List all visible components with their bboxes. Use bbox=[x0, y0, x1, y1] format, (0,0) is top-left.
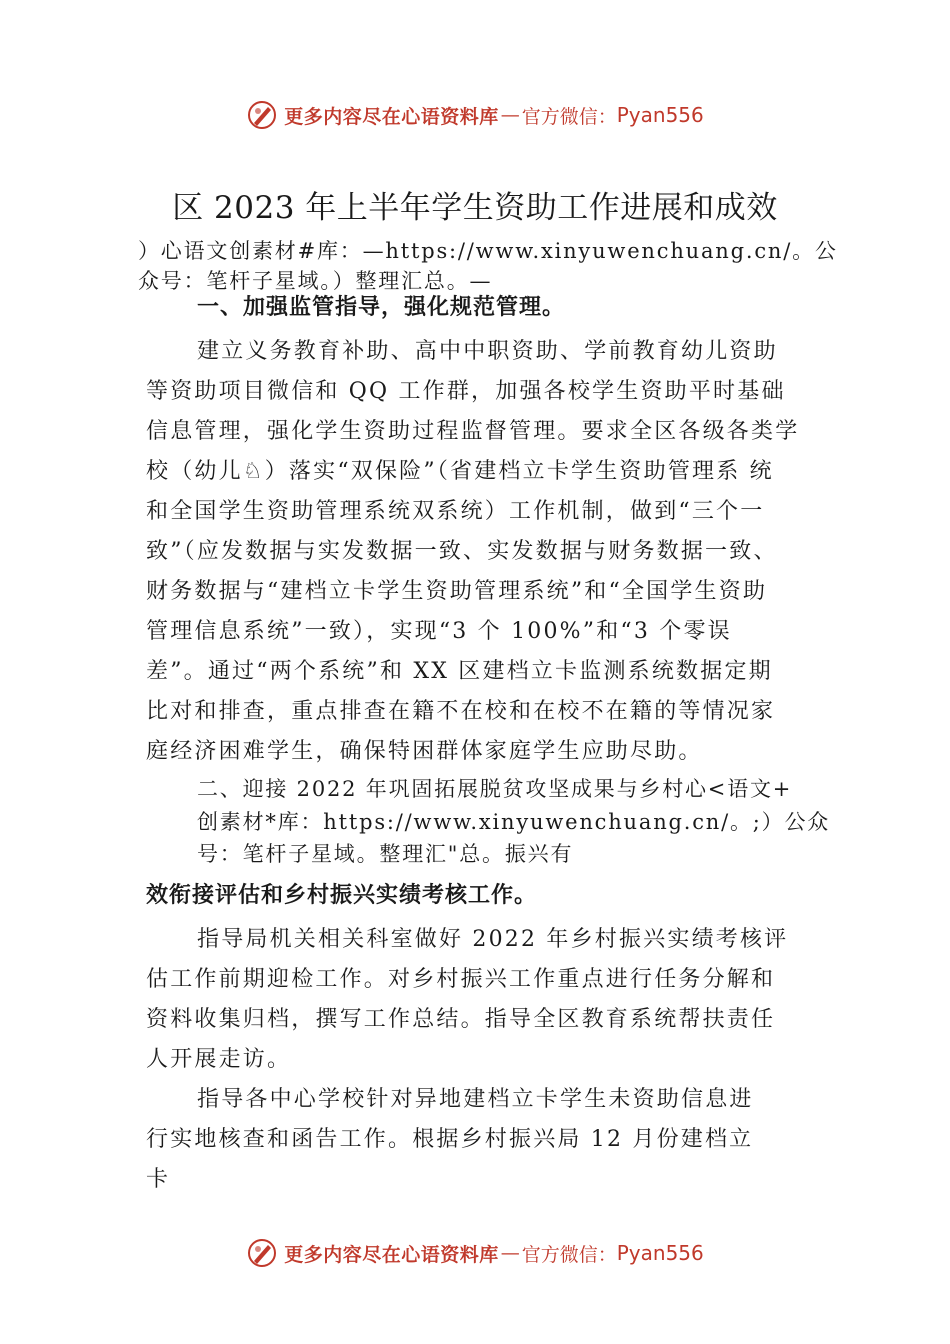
banner-wechat-label: 官方微信： bbox=[521, 1243, 617, 1266]
banner-text: 更多内容尽在心语资料库 bbox=[284, 105, 499, 128]
text-line: 和全国学生资助管理系统双系统）工作机制，做到“三个一 bbox=[146, 499, 765, 524]
text-line: 等资助项目微信和 QQ 工作群，加强各校学生资助平时基础 bbox=[146, 379, 786, 404]
banner-dash: — bbox=[500, 1242, 520, 1264]
text-line: 卡 bbox=[146, 1167, 171, 1192]
text-line: ）心语文创素材#库：—https://www.xinyuwenchuang.cn/。公 bbox=[138, 239, 838, 263]
text-line: 资料收集归档，撰写工作总结。指导全区教育系统帮扶责任 bbox=[146, 1007, 776, 1032]
text-line: 建立义务教育补助、高中中职资助、学前教育幼儿资助 bbox=[197, 339, 778, 364]
text-line: 估工作前期迎检工作。对乡村振兴工作重点进行任务分解和 bbox=[146, 967, 776, 992]
text-line: 差”。通过“两个系统”和 XX 区建档立卡监测系统数据定期 bbox=[146, 659, 773, 684]
text-line: 号：笔杆子星域。整理汇"总。振兴有 bbox=[197, 842, 574, 866]
text-line: 校（幼儿♘）落实“双保险”（省建档立卡学生资助管理系 统 bbox=[146, 459, 774, 484]
text-line: 比对和排查，重点排查在籍不在校和在校不在籍的等情况家 bbox=[146, 699, 776, 724]
footer-banner bbox=[0, 1233, 950, 1273]
text-line: 管理信息系统”一致），实现“3 个 100%”和“3 个零误 bbox=[146, 619, 732, 644]
banner-wechat-id: Pyan556 bbox=[616, 103, 704, 127]
text-line: 创素材*库：https://www.xinyuwenchuang.cn/。;）公众 bbox=[197, 810, 831, 834]
banner-wechat-label: 官方微信： bbox=[521, 105, 617, 128]
text-line: 众号：笔杆子星域。）整理汇总。— bbox=[138, 269, 493, 293]
banner-dash: — bbox=[500, 104, 520, 126]
section-heading: 一、加强监管指导，强化规范管理。 bbox=[197, 295, 566, 320]
text-line: 财务数据与“建档立卡学生资助管理系统”和“全国学生资助 bbox=[146, 579, 768, 604]
quill-seal-icon bbox=[246, 1237, 278, 1269]
quill-seal-icon bbox=[246, 99, 278, 131]
header-banner bbox=[0, 95, 950, 135]
text-line: 信息管理，强化学生资助过程监督管理。要求全区各级各类学 bbox=[146, 419, 800, 444]
text-line: 致”（应发数据与实发数据一致、实发数据与财务数据一致、 bbox=[146, 539, 778, 564]
text-line: 指导各中心学校针对异地建档立卡学生未资助信息进 bbox=[197, 1087, 754, 1112]
text-line: 指导局机关相关科室做好 2022 年乡村振兴实绩考核评 bbox=[197, 927, 789, 952]
text-line: 庭经济困难学生，确保特困群体家庭学生应助尽助。 bbox=[146, 739, 703, 764]
banner-wechat-id: Pyan556 bbox=[616, 1241, 704, 1265]
banner-text: 更多内容尽在心语资料库 bbox=[284, 1243, 499, 1266]
section-heading: 效衔接评估和乡村振兴实绩考核工作。 bbox=[146, 883, 538, 908]
page-title: 区 2023 年上半年学生资助工作进展和成效 bbox=[172, 190, 778, 226]
text-line: 二、迎接 2022 年巩固拓展脱贫攻坚成果与乡村心<语文+ bbox=[197, 777, 793, 801]
text-line: 行实地核查和函告工作。根据乡村振兴局 12 月份建档立 bbox=[146, 1127, 754, 1152]
text-line: 人开展走访。 bbox=[146, 1047, 292, 1072]
